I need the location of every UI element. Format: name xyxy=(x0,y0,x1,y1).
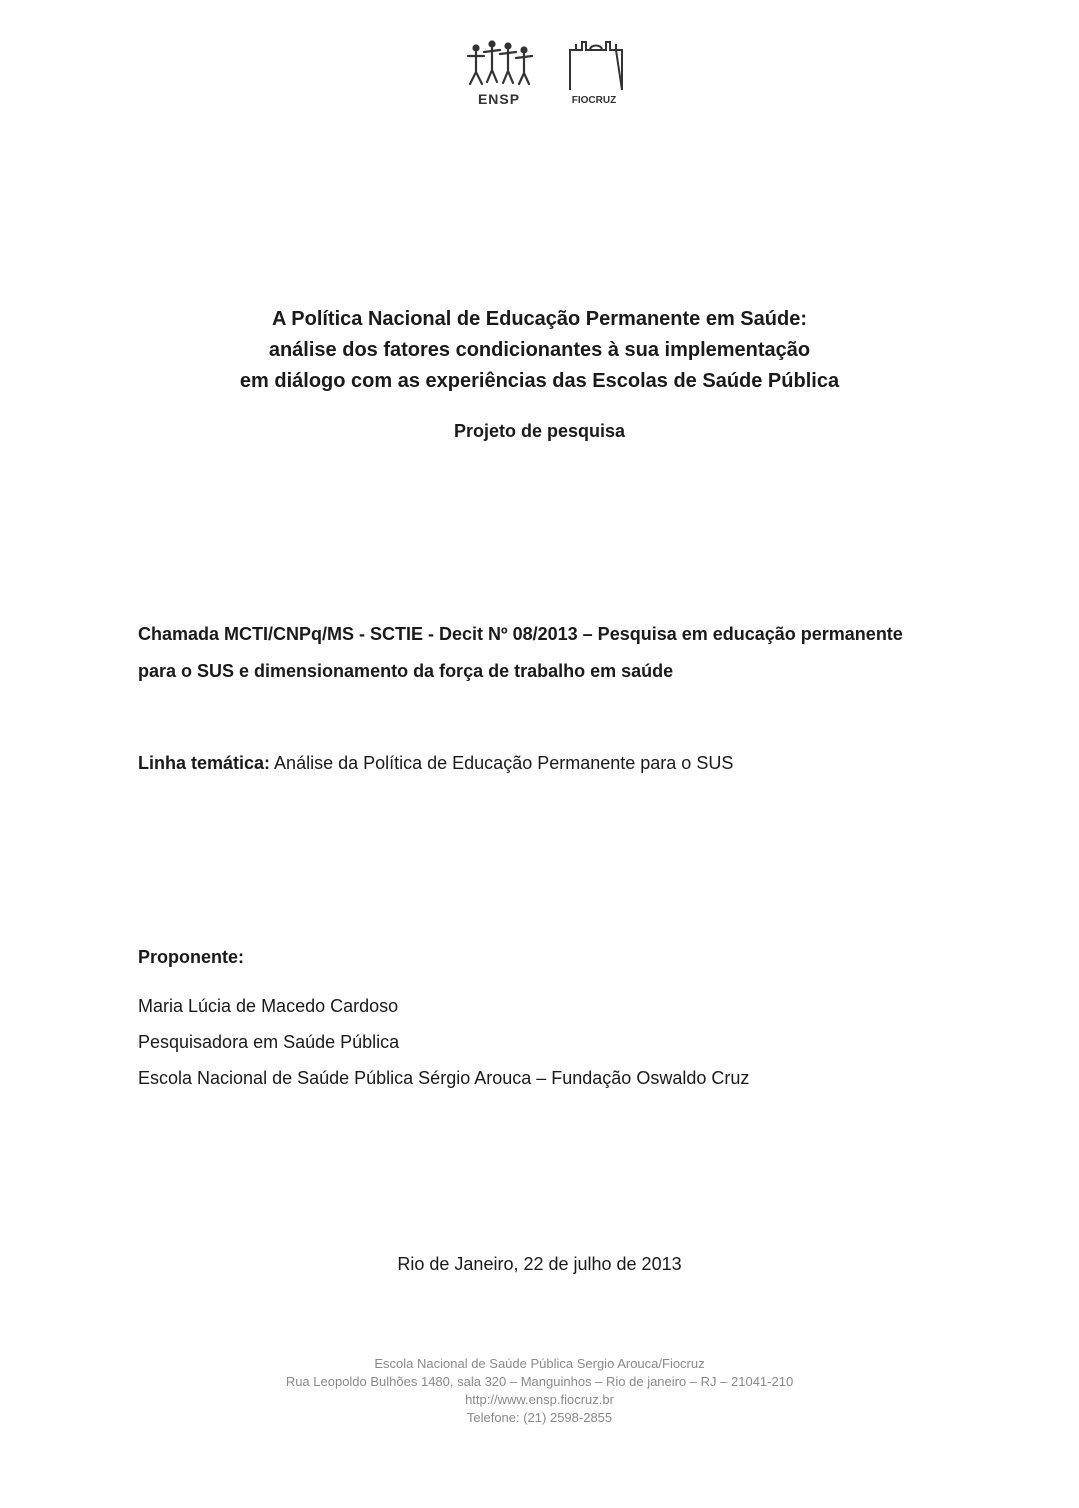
footer-line-1: Escola Nacional de Saúde Pública Sergio Arouca/Fiocruz xyxy=(374,1356,705,1371)
chamada-line-1: Chamada MCTI/CNPq/MS - SCTIE - Decit Nº 08/2013 – Pesquisa em educação permanente xyxy=(138,624,903,644)
footer-line-3: http://www.ensp.fiocruz.br xyxy=(465,1392,614,1407)
linha-tematica-label: Linha temática: xyxy=(138,753,271,773)
document-subtitle: Projeto de pesquisa xyxy=(453,421,626,441)
footer-line-4: Telefone: (21) 2598-2855 xyxy=(466,1410,613,1425)
chamada-block xyxy=(138,616,938,690)
document-date: Rio de Janeiro, 22 de julho de 2013 xyxy=(397,1254,682,1274)
footer-line-2: Rua Leopoldo Bulhões 1480, sala 320 – Manguinhos – Rio de janeiro – RJ – 21041-210 xyxy=(285,1374,794,1389)
chamada-line-2: para o SUS e dimensionamento da força de trabalho em saúde xyxy=(138,661,674,681)
proponente-role: Pesquisadora em Saúde Pública xyxy=(138,1032,400,1052)
title-line-2: análise dos fatores condicionantes à sua implementação xyxy=(268,339,811,361)
proponente-institution: Escola Nacional de Saúde Pública Sérgio Arouca – Fundação Oswaldo Cruz xyxy=(138,1068,750,1088)
title-line-3: em diálogo com as experiências das Escolas de Saúde Pública xyxy=(239,370,840,392)
linha-tematica-value: Análise da Política de Educação Permanente para o SUS xyxy=(274,753,734,773)
proponente-name: Maria Lúcia de Macedo Cardoso xyxy=(138,996,399,1016)
proponente-label: Proponente: xyxy=(138,947,244,967)
linha-tematica xyxy=(138,753,733,774)
fiocruz-logo-label: FIOCRUZ xyxy=(571,95,617,106)
header-logos xyxy=(462,38,632,110)
ensp-logo-label: ENSP xyxy=(477,91,521,107)
document-title xyxy=(0,304,1079,397)
page-footer xyxy=(0,1355,1079,1427)
title-line-1: A Política Nacional de Educação Permanente em Saúde: xyxy=(272,308,807,330)
